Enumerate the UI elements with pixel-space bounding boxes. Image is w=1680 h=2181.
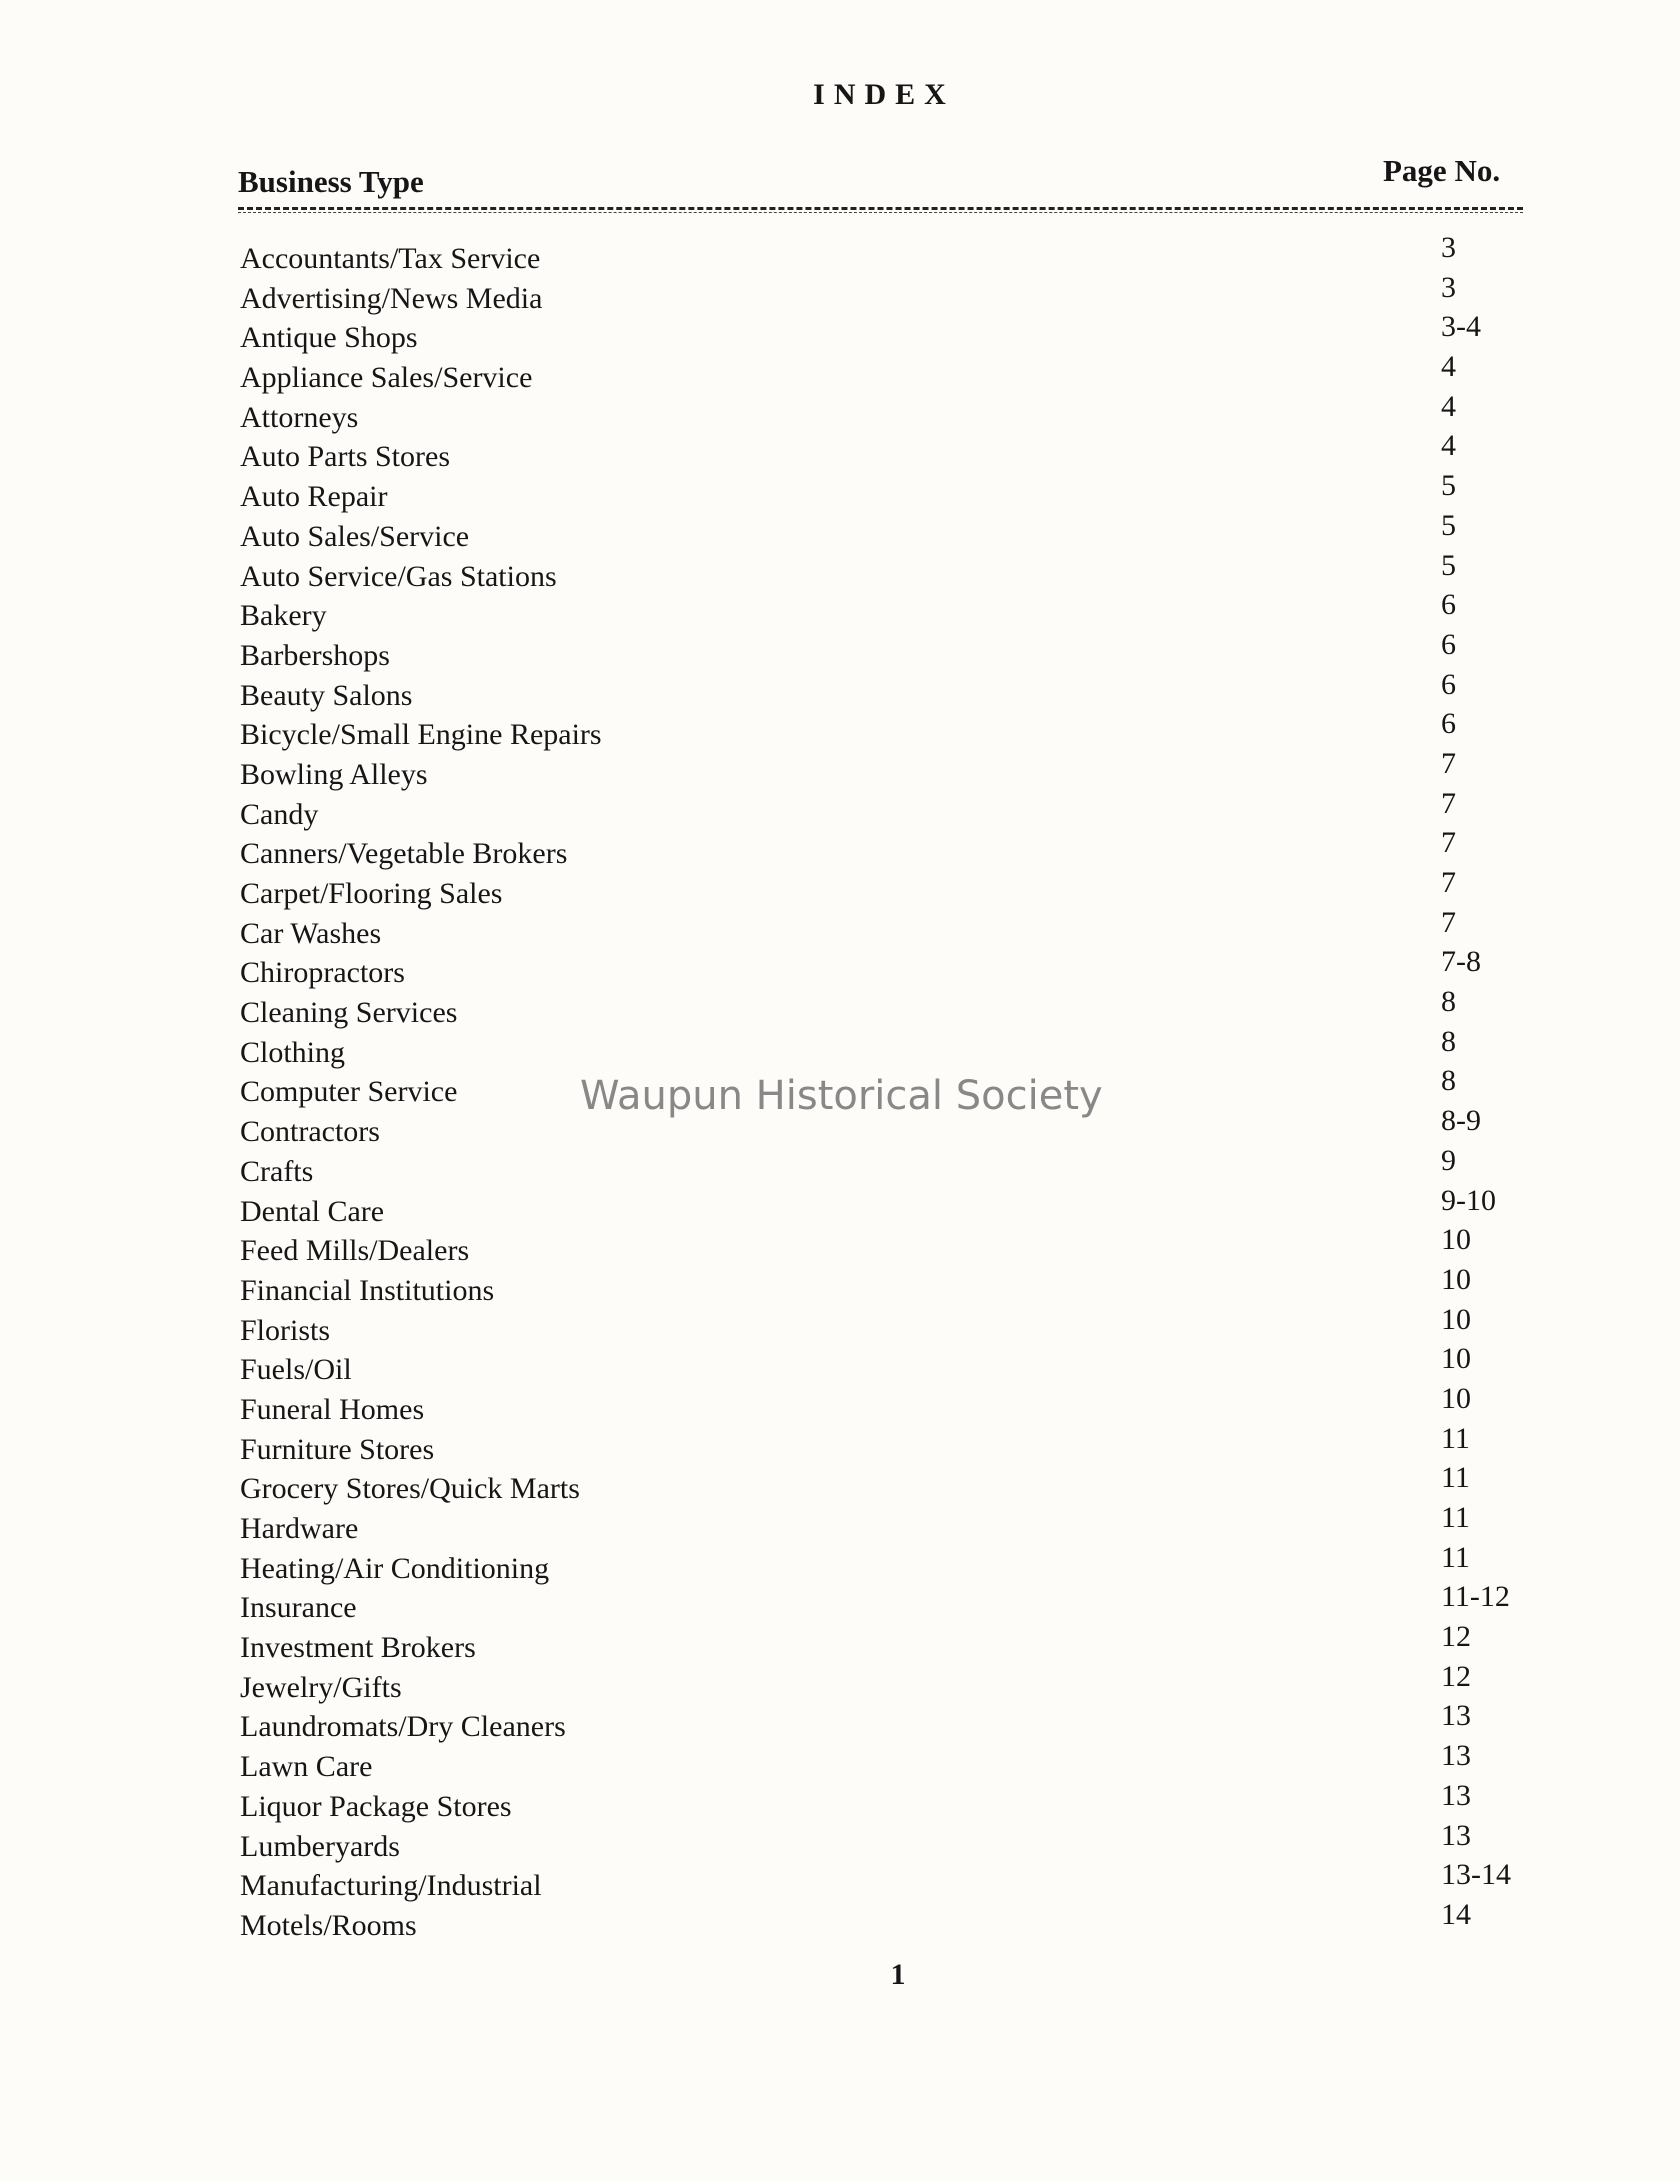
entry-business-type: Cleaning Services — [240, 996, 458, 1030]
index-entry — [0, 508, 1680, 557]
entry-business-type: Crafts — [240, 1154, 314, 1188]
entry-business-type: Clothing — [240, 1035, 346, 1069]
entry-business-type: Financial Institutions — [240, 1273, 495, 1307]
entry-business-type: Antique Shops — [240, 321, 418, 355]
header-divider — [238, 207, 1523, 210]
index-entry — [0, 1620, 1680, 1668]
entry-page-number: 7 — [1441, 786, 1456, 820]
index-entry — [0, 1580, 1680, 1628]
entry-page-number: 6 — [1441, 588, 1456, 622]
entry-page-number: 6 — [1441, 627, 1456, 661]
entry-business-type: Bicycle/Small Engine Repairs — [240, 718, 602, 752]
entry-business-type: Accountants/Tax Service — [240, 242, 541, 275]
entry-page-number: 11 — [1441, 1501, 1470, 1534]
entry-page-number: 10 — [1441, 1342, 1471, 1376]
entry-page-number: 11 — [1441, 1461, 1470, 1495]
index-entry — [0, 707, 1680, 755]
entry-page-number: 5 — [1441, 508, 1456, 542]
entry-business-type: Motels/Rooms — [240, 1908, 417, 1942]
entry-business-type: Heating/Air Conditioning — [240, 1551, 550, 1585]
index-entry — [0, 1381, 1680, 1430]
entry-page-number: 8 — [1441, 1024, 1456, 1058]
entry-page-number: 13 — [1441, 1778, 1471, 1812]
entry-page-number: 8-9 — [1441, 1104, 1481, 1138]
entry-page-number: 11 — [1441, 1421, 1470, 1455]
index-entry — [0, 866, 1680, 914]
entry-page-number: 9 — [1441, 1143, 1456, 1177]
entry-business-type: Dental Care — [240, 1194, 385, 1228]
index-entry — [0, 1302, 1680, 1351]
index-entry — [0, 746, 1680, 795]
entry-business-type: Bowling Alleys — [240, 757, 428, 791]
entry-page-number: 13-14 — [1441, 1858, 1511, 1892]
index-entry — [0, 1540, 1680, 1589]
page-number: 1 — [890, 1958, 906, 1991]
entry-page-number: 10 — [1441, 1302, 1471, 1336]
entry-business-type: Auto Repair — [240, 480, 388, 514]
entry-business-type: Auto Service/Gas Stations — [240, 559, 557, 593]
entry-business-type: Canners/Vegetable Brokers — [240, 837, 568, 871]
index-entry — [0, 945, 1680, 993]
index-entry — [0, 627, 1680, 676]
entry-business-type: Computer Service — [240, 1075, 458, 1109]
entry-business-type: Feed Mills/Dealers — [240, 1234, 470, 1268]
entry-page-number: 3 — [1441, 270, 1456, 304]
entry-page-number: 13 — [1441, 1818, 1471, 1852]
entry-business-type: Insurance — [240, 1591, 357, 1625]
entry-business-type: Auto Sales/Service — [240, 519, 470, 553]
entry-business-type: Hardware — [240, 1512, 359, 1545]
index-entry — [0, 985, 1680, 1033]
entry-business-type: Car Washes — [240, 916, 382, 950]
entry-business-type: Lawn Care — [240, 1750, 373, 1784]
entry-page-number: 5 — [1441, 469, 1456, 503]
index-entry — [0, 350, 1680, 398]
entry-business-type: Funeral Homes — [240, 1392, 425, 1426]
index-entry — [0, 548, 1680, 597]
page-title: INDEX — [813, 78, 955, 111]
index-entry — [0, 469, 1680, 517]
entry-page-number: 10 — [1441, 1381, 1471, 1415]
entry-page-number: 13 — [1441, 1699, 1471, 1733]
watermark: Waupun Historical Society — [580, 1073, 1103, 1119]
page-no-header: Page No. — [1383, 153, 1501, 188]
entry-page-number: 4 — [1441, 389, 1456, 423]
entry-page-number: 12 — [1441, 1659, 1471, 1693]
index-entry — [0, 1223, 1680, 1271]
entry-page-number: 10 — [1441, 1223, 1471, 1257]
entry-business-type: Beauty Salons — [240, 678, 413, 712]
entry-business-type: Laundromats/Dry Cleaners — [240, 1710, 566, 1744]
entry-business-type: Fuels/Oil — [240, 1353, 352, 1387]
entry-page-number: 9-10 — [1441, 1183, 1496, 1217]
index-entry — [0, 588, 1680, 636]
entry-business-type: Carpet/Flooring Sales — [240, 877, 503, 910]
entry-business-type: Jewelry/Gifts — [240, 1670, 402, 1704]
index-entry — [0, 1262, 1680, 1311]
index-entry — [0, 310, 1680, 358]
entry-business-type: Candy — [240, 797, 319, 831]
index-entry — [0, 1699, 1680, 1747]
entry-business-type: Grocery Stores/Quick Marts — [240, 1472, 580, 1506]
entry-business-type: Liquor Package Stores — [240, 1789, 512, 1823]
entry-page-number: 11 — [1441, 1540, 1470, 1574]
entry-page-number: 3-4 — [1441, 310, 1481, 344]
index-entry — [0, 905, 1680, 954]
entry-page-number: 4 — [1441, 429, 1456, 463]
entry-page-number: 6 — [1441, 667, 1456, 701]
entry-business-type: Bakery — [240, 599, 327, 633]
entry-page-number: 5 — [1441, 548, 1456, 582]
entry-page-number: 12 — [1441, 1620, 1471, 1654]
entry-business-type: Furniture Stores — [240, 1432, 435, 1466]
entry-business-type: Advertising/News Media — [240, 281, 543, 315]
entry-page-number: 10 — [1441, 1262, 1471, 1296]
entry-page-number: 8 — [1441, 1064, 1456, 1098]
entry-page-number: 7 — [1441, 746, 1456, 780]
business-type-header: Business Type — [238, 164, 424, 199]
index-entry — [0, 667, 1680, 716]
entry-page-number: 7 — [1441, 866, 1456, 899]
entry-page-number: 8 — [1441, 985, 1456, 1019]
entry-page-number: 7 — [1441, 905, 1456, 939]
entry-business-type: Lumberyards — [240, 1829, 400, 1863]
entry-business-type: Auto Parts Stores — [240, 440, 450, 474]
index-entry — [0, 1143, 1680, 1192]
index-entry — [0, 429, 1680, 477]
index-entry — [0, 786, 1680, 835]
entry-business-type: Chiropractors — [240, 956, 405, 990]
entry-business-type: Appliance Sales/Service — [240, 361, 533, 395]
index-entry — [0, 1778, 1680, 1827]
entry-page-number: 3 — [1441, 231, 1456, 264]
entry-page-number: 14 — [1441, 1897, 1471, 1931]
entry-page-number: 6 — [1441, 707, 1456, 741]
index-entry — [0, 1501, 1680, 1549]
index-entry — [0, 1024, 1680, 1073]
entry-business-type: Contractors — [240, 1115, 380, 1149]
entry-business-type: Attorneys — [240, 400, 359, 434]
index-entry — [0, 1342, 1680, 1390]
entry-page-number: 4 — [1441, 350, 1456, 384]
entry-page-number: 13 — [1441, 1739, 1471, 1773]
entry-business-type: Manufacturing/Industrial — [240, 1869, 542, 1903]
index-entry — [0, 1818, 1680, 1867]
entry-business-type: Florists — [240, 1313, 331, 1347]
index-entry — [0, 1461, 1680, 1509]
index-entry — [0, 826, 1680, 874]
entry-page-number: 7 — [1441, 826, 1456, 860]
index-entry — [0, 1421, 1680, 1470]
entry-business-type: Investment Brokers — [240, 1631, 476, 1665]
entry-page-number: 7-8 — [1441, 945, 1481, 979]
index-entry — [0, 1858, 1680, 1906]
index-entry — [0, 1739, 1680, 1787]
index-entry — [0, 270, 1680, 319]
entry-page-number: 11-12 — [1441, 1580, 1510, 1614]
index-entry — [0, 1659, 1680, 1708]
index-entry — [0, 1183, 1680, 1232]
index-entry — [0, 1897, 1680, 1946]
entry-business-type: Barbershops — [240, 638, 390, 672]
header-divider-inner — [238, 212, 1523, 213]
index-entry — [0, 389, 1680, 438]
index-entry — [0, 231, 1680, 279]
